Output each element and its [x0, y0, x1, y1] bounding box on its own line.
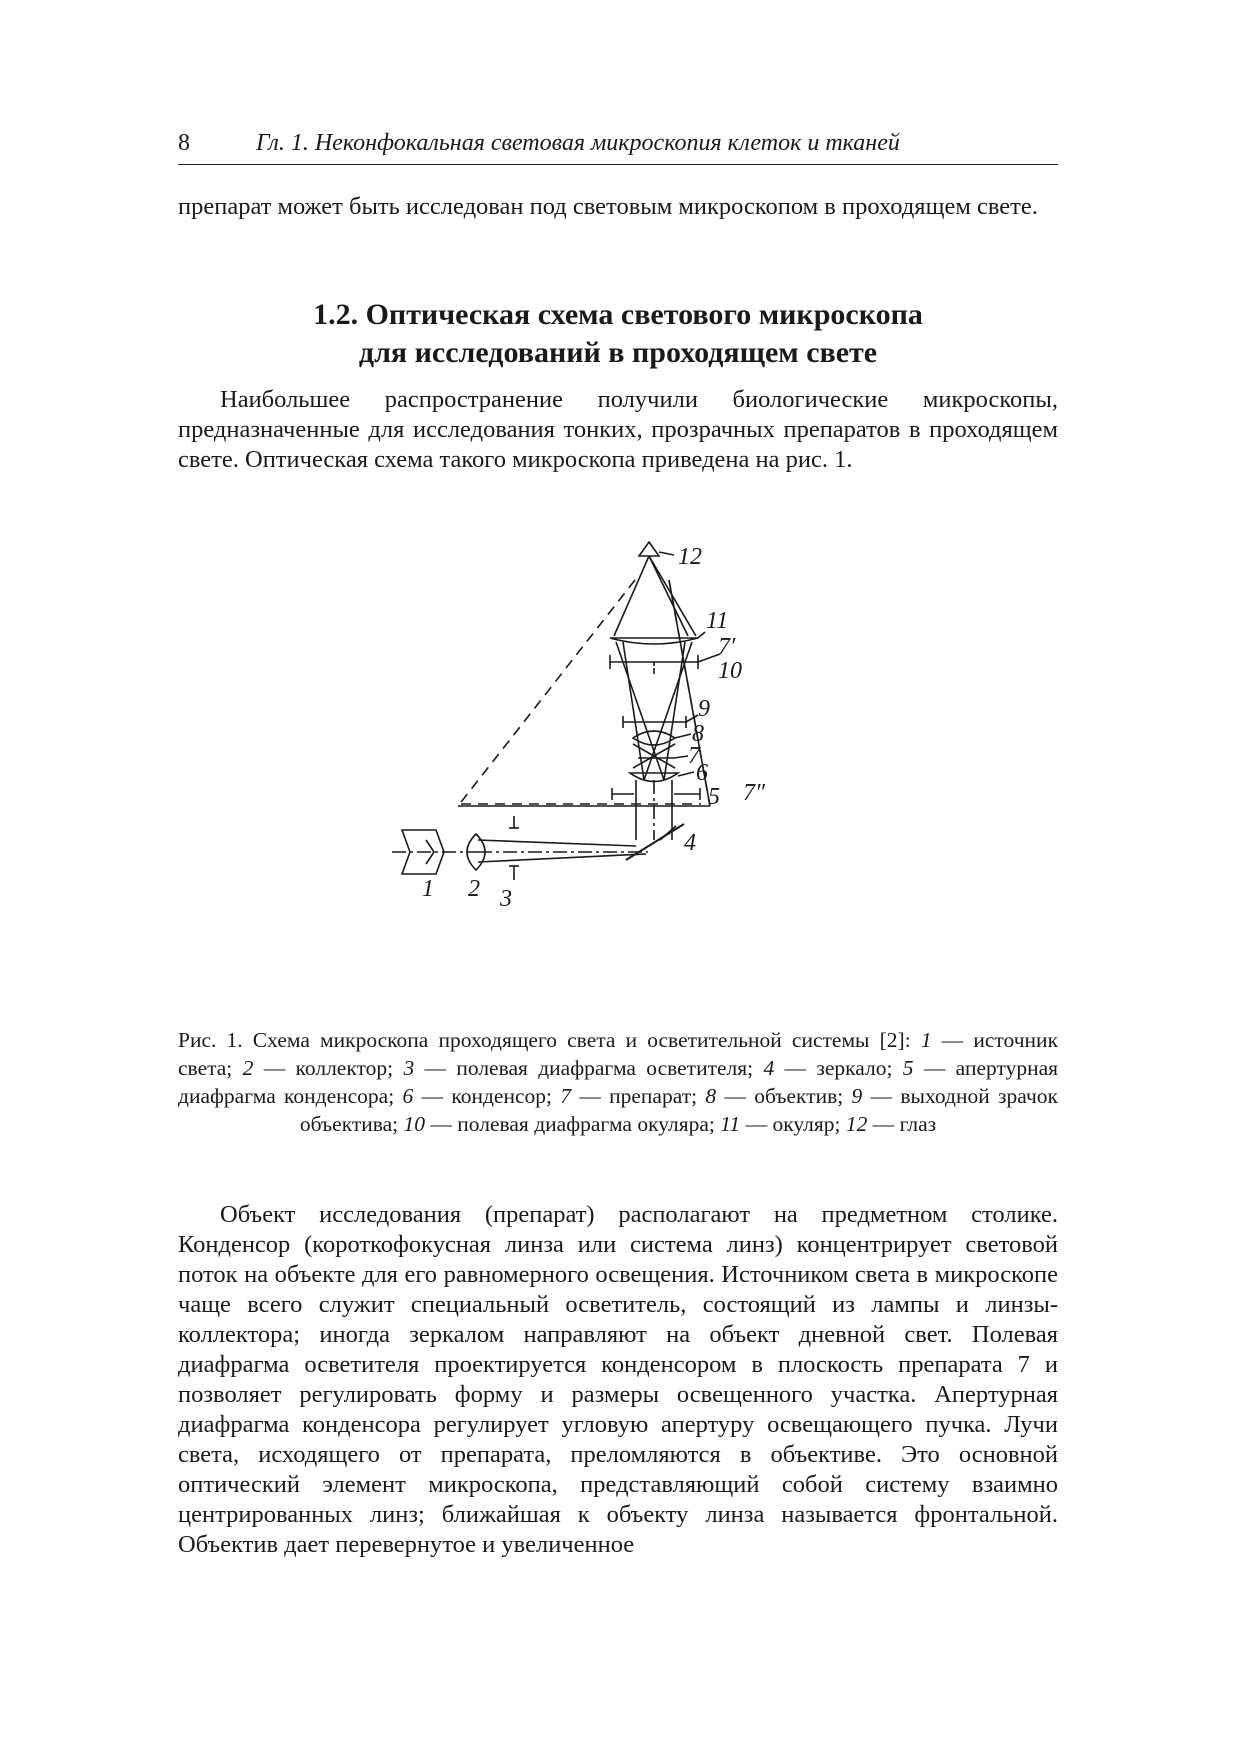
condenser-leader	[678, 772, 694, 776]
label-6: 6	[696, 760, 708, 786]
beam-top	[478, 840, 636, 846]
label-2: 2	[468, 876, 480, 902]
caption-lead: Рис. 1. Схема микроскопа проходящего света и осветительной системы [2]:	[178, 1028, 911, 1052]
running-title: Гл. 1. Неконфокальная световая микроскопия клеток и тканей	[256, 130, 900, 156]
caption-item-4: 4 — зеркало;	[763, 1056, 903, 1080]
microscope-figure	[178, 518, 1058, 1008]
label-10: 10	[718, 658, 742, 684]
figure-caption	[178, 1026, 1058, 1138]
caption-item-6: 6 — конденсор;	[402, 1084, 561, 1108]
caption-item-7: 7 — препарат;	[560, 1084, 706, 1108]
label-1: 1	[422, 876, 434, 902]
caption-item-12: 12 — глаз	[845, 1112, 937, 1136]
caption-item-3: 3 — полевая диафрагма осветителя;	[403, 1056, 764, 1080]
caption-item-1: 1 — источник света;	[178, 1028, 1059, 1080]
caption-item-8: 8 — объектив;	[705, 1084, 852, 1108]
paragraph-2-block	[178, 1200, 1058, 1560]
objective-leader	[675, 734, 691, 738]
label-8: 8	[692, 721, 704, 747]
label-5: 5	[708, 784, 720, 810]
label-3: 3	[500, 886, 512, 912]
caption-item-2: 2 — коллектор;	[242, 1056, 404, 1080]
label-9: 9	[698, 696, 710, 722]
eye-shape	[639, 542, 659, 556]
section-heading	[178, 296, 1058, 372]
label-7pp: 7″	[743, 780, 765, 806]
caption-item-10: 10 — полевая диафрагма окуляра;	[403, 1112, 721, 1136]
paragraph-2: Объект исследования (препарат) располагают на предметном столике. Конденсор (короткофокусная линза или система линз) концентрирует световой поток на объекте для его равномерного освещения. Источником света в микроскопе чаще всего служит специальный осветитель, состоящий из лампы и линзы-коллектора; иногда зеркалом направляют на объект дневной свет. Полевая диафрагма осветителя проектируется конденсором в плоскость препарата 7 и позволяет регулировать форму и размеры освещенного участка. Апертурная диафрагма конденсора регулирует угловую апертуру освещающего пучка. Лучи света, исходящего от препарата, преломляются в объективе. Это основной оптический элемент микроскопа, представляющий собой систему взаимно центрированных линз; ближайшая к объекту линза называется фронтальной. Объектив дает перевернутое и увеличенное	[178, 1201, 1058, 1558]
section-title-line1: Оптическая схема светового микроскопа	[365, 298, 923, 331]
ray-eye-left	[614, 556, 649, 636]
caption-item-9: 9 — выходной зрачок объектива;	[299, 1084, 1058, 1136]
specimen-leader	[674, 756, 688, 758]
paragraph-1-block	[178, 385, 1058, 475]
intro-paragraph-block	[178, 192, 1058, 222]
objective-lens	[633, 731, 675, 745]
label-4: 4	[684, 830, 696, 856]
image-7p-leader	[698, 654, 720, 662]
caption-item-11: 11 — окуляр;	[720, 1112, 846, 1136]
label-12: 12	[678, 544, 702, 570]
eyepiece-leader	[698, 632, 705, 638]
label-7p: 7′	[718, 634, 736, 660]
intro-paragraph: препарат может быть исследован под световым микроскопом в проходящем свете.	[178, 193, 1038, 220]
virtual-image-cone	[458, 580, 710, 806]
label-7: 7	[688, 743, 700, 769]
section-number: 1.2.	[313, 298, 359, 331]
page-header	[178, 128, 1058, 165]
caption-item-5: 5 — апертурная диафрагма конденсора;	[178, 1056, 1059, 1108]
label-11: 11	[706, 608, 729, 634]
eye-leader	[659, 552, 674, 555]
optical-scheme-diagram	[178, 518, 1058, 1008]
page-number: 8	[178, 130, 190, 156]
beam-bottom	[478, 854, 646, 862]
paragraph-1: Наибольшее распространение получили биологические микроскопы, предназначенные для исследования тонких, прозрачных препаратов в проходящем свете. Оптическая схема такого микроскопа приведена на рис. 1.	[178, 386, 1058, 473]
section-title-line2: для исследований в проходящем свете	[358, 336, 878, 369]
